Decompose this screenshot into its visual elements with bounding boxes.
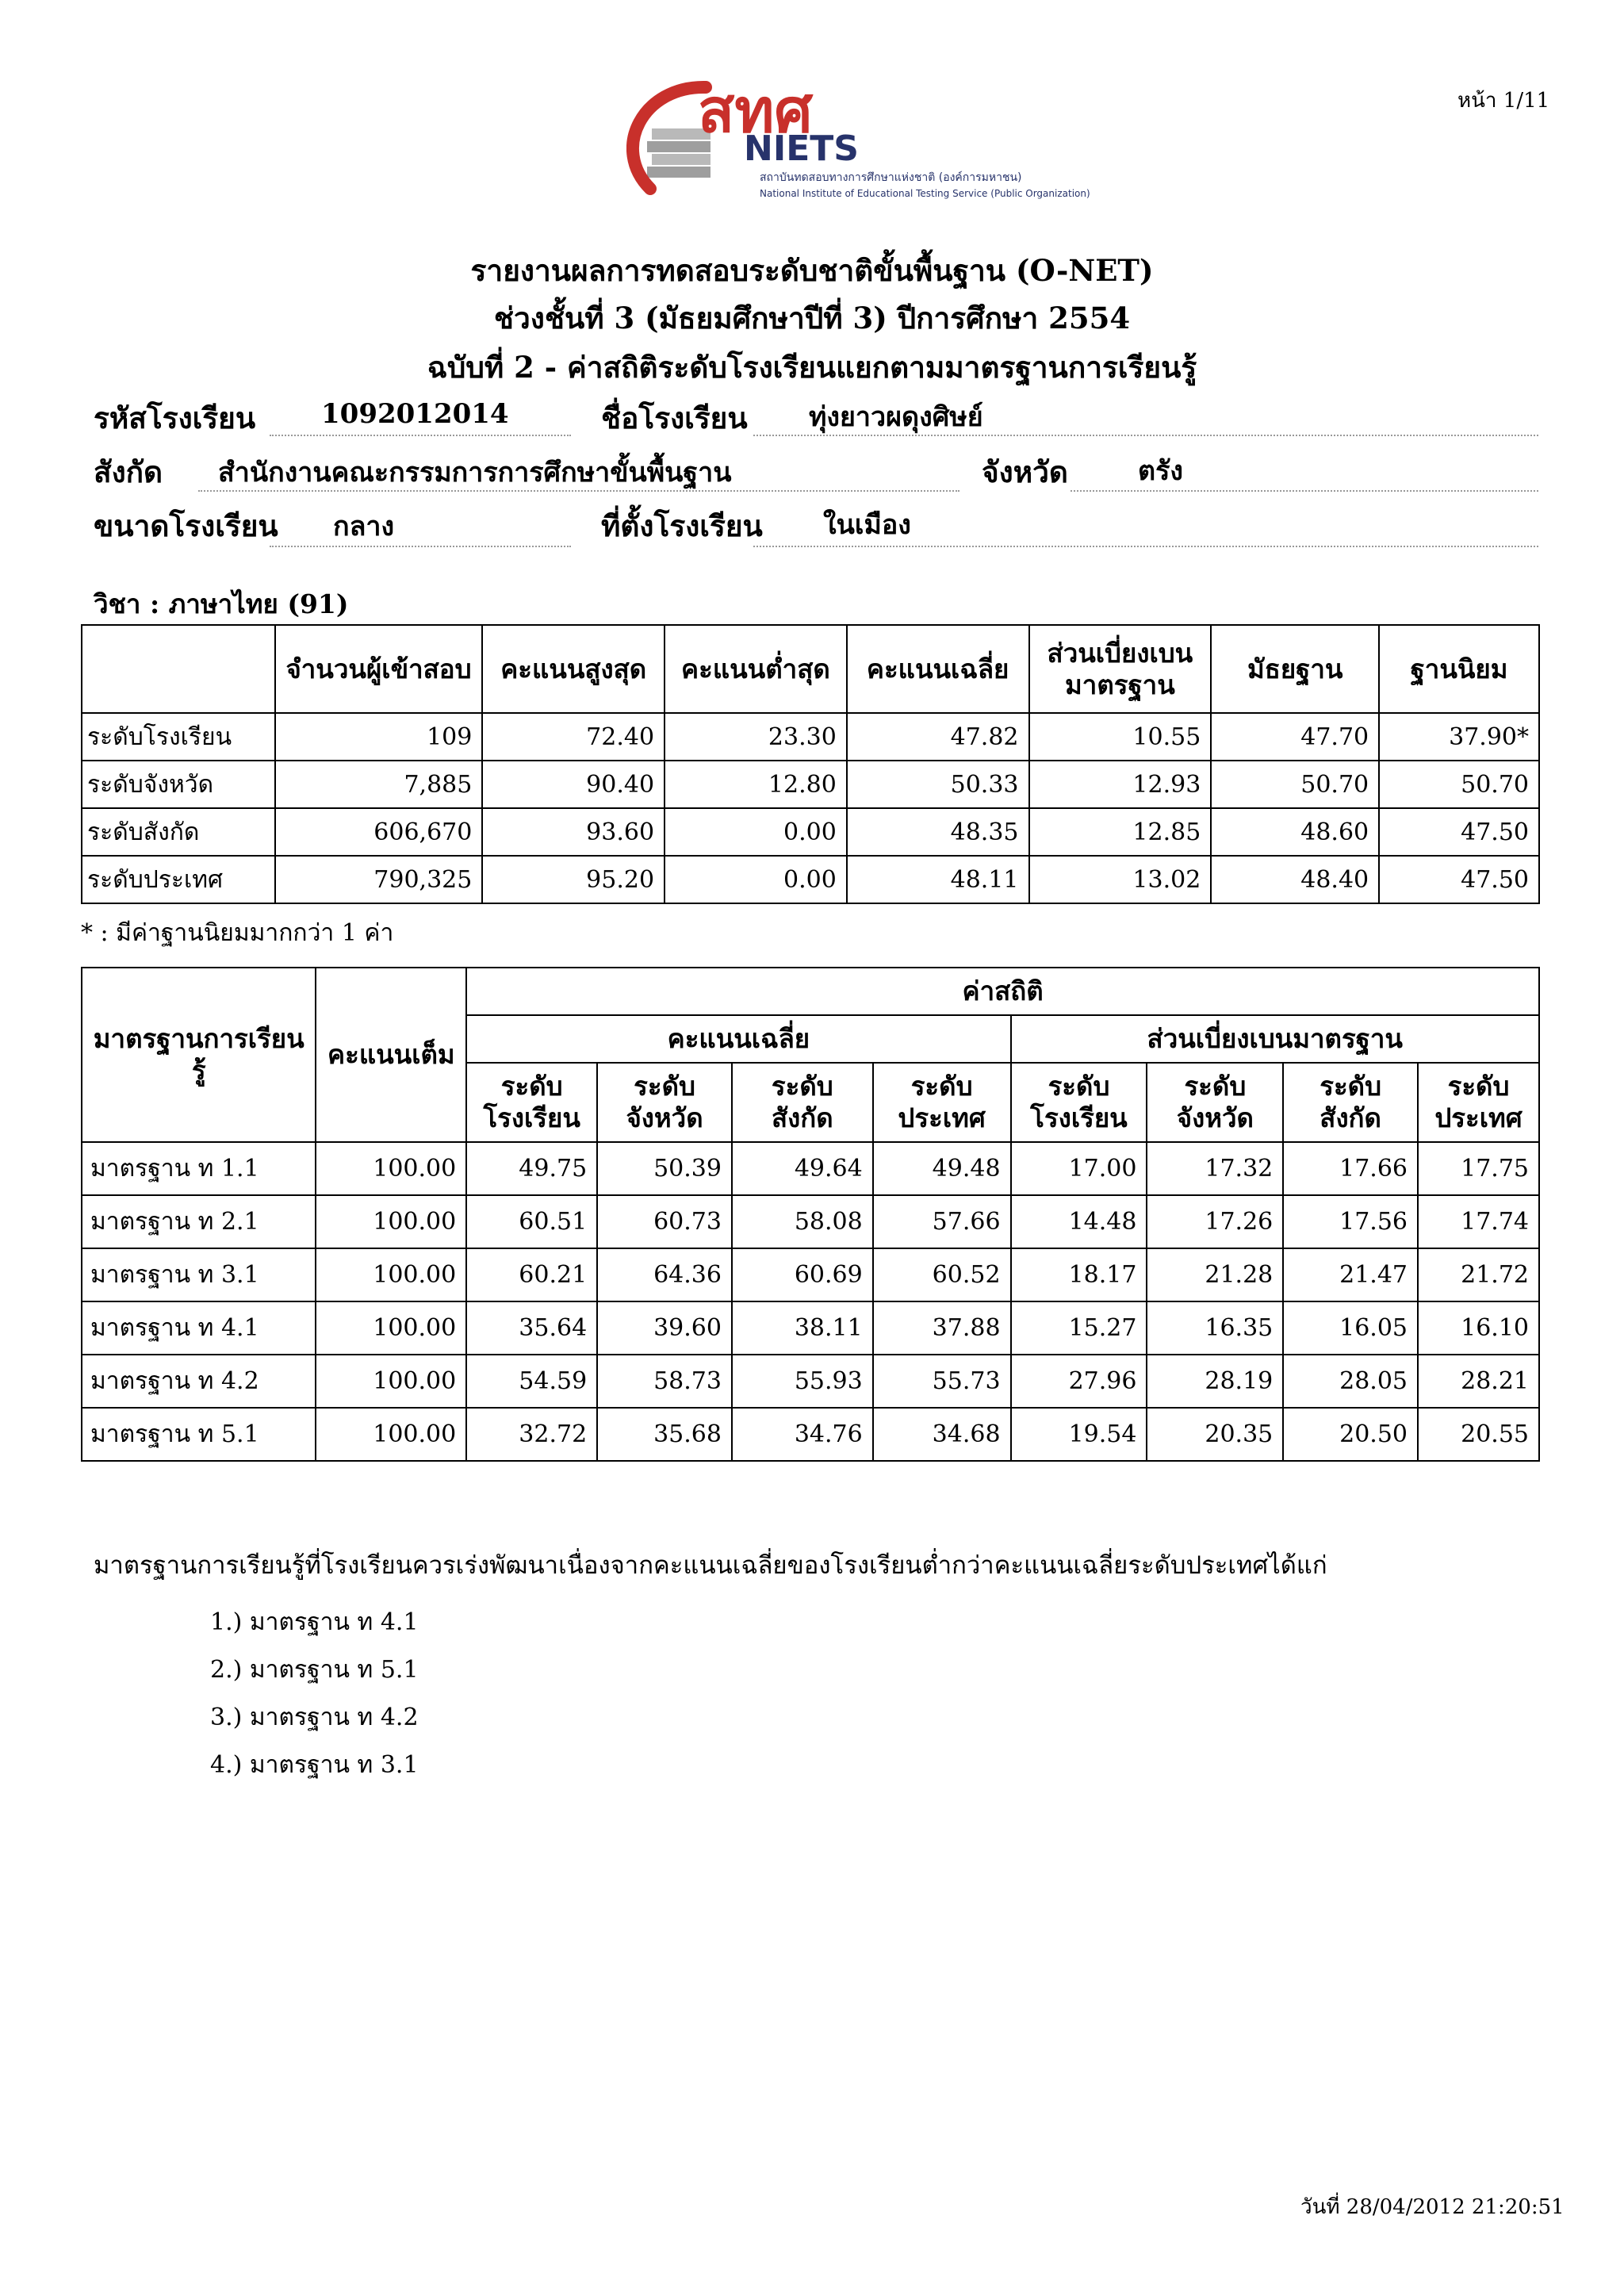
level-prefix: ระดับ xyxy=(1184,1071,1247,1102)
report-title: รายงานผลการทดสอบระดับชาติขั้นพื้นฐาน (O-NET) xyxy=(470,253,1154,288)
cell: 27.96 xyxy=(1011,1355,1147,1408)
cell: 100.00 xyxy=(316,1301,466,1355)
mode-footnote: * : มีค่าฐานนิยมมากกว่า 1 ค่า xyxy=(81,919,394,947)
cell: 13.02 xyxy=(1029,856,1212,903)
row-label: มาตรฐาน ท 2.1 xyxy=(82,1195,316,1248)
location-label: ที่ตั้งโรงเรียน xyxy=(601,508,763,543)
affiliation-value: สำนักงานคณะกรรมการการศึกษาขั้นพื้นฐาน xyxy=(218,457,732,489)
logo-thai-name: สถาบันทดสอบทางการศึกษาแห่งชาติ (องค์การมหาชน) xyxy=(760,171,1022,184)
dotted-line xyxy=(270,435,571,436)
cell: 16.10 xyxy=(1418,1301,1539,1355)
header-full-score: คะแนนเต็ม xyxy=(316,968,466,1142)
level-prefix: ระดับ xyxy=(1048,1071,1110,1102)
dotted-line xyxy=(753,435,1538,436)
cell: 60.73 xyxy=(597,1195,732,1248)
row-label: ระดับประเทศ xyxy=(82,856,275,903)
header-sd-line1: ส่วนเบี่ยงเบน xyxy=(1047,637,1193,669)
cell: 100.00 xyxy=(316,1195,466,1248)
province-label: จังหวัด xyxy=(982,454,1068,489)
cell: 7,885 xyxy=(275,761,483,808)
table-row xyxy=(82,856,1539,903)
cell: 0.00 xyxy=(665,856,847,903)
report-subtitle: ช่วงชั้นที่ 3 (มัธยมศึกษาปีที่ 3) ปีการศึกษา 2554 xyxy=(493,301,1131,335)
cell: 55.73 xyxy=(873,1355,1011,1408)
cell: 109 xyxy=(275,713,483,761)
cell: 50.70 xyxy=(1379,761,1539,808)
header-sd-group: ส่วนเบี่ยงเบนมาตรฐาน xyxy=(1011,1015,1539,1063)
summary-stats-table xyxy=(81,624,1540,904)
row-label: มาตรฐาน ท 5.1 xyxy=(82,1408,316,1461)
level-name: โรงเรียน xyxy=(483,1102,580,1133)
cell: 28.21 xyxy=(1418,1355,1539,1408)
cell: 35.64 xyxy=(466,1301,597,1355)
cell: 95.20 xyxy=(482,856,665,903)
cell: 47.50 xyxy=(1379,808,1539,856)
header-mode: ฐานนิยม xyxy=(1379,625,1539,713)
cell: 17.74 xyxy=(1418,1195,1539,1248)
dotted-line xyxy=(198,490,959,492)
header-level-affiliation xyxy=(732,1063,873,1142)
province-value: ตรัง xyxy=(1138,455,1183,487)
cell: 15.27 xyxy=(1011,1301,1147,1355)
advice-item: 3.) มาตรฐาน ท 4.2 xyxy=(210,1704,419,1731)
level-name: จังหวัด xyxy=(626,1102,703,1133)
cell: 17.56 xyxy=(1283,1195,1418,1248)
cell: 17.75 xyxy=(1418,1142,1539,1195)
level-name: ประเทศ xyxy=(898,1102,986,1133)
cell: 49.75 xyxy=(466,1142,597,1195)
table-row xyxy=(82,1248,1539,1301)
cell: 47.70 xyxy=(1211,713,1379,761)
row-label: มาตรฐาน ท 3.1 xyxy=(82,1248,316,1301)
cell: 28.19 xyxy=(1147,1355,1283,1408)
header-median: มัธยฐาน xyxy=(1211,625,1379,713)
header-mean-group: คะแนนเฉลี่ย xyxy=(466,1015,1010,1063)
cell: 49.48 xyxy=(873,1142,1011,1195)
header-examinees: จำนวนผู้เข้าสอบ xyxy=(275,625,483,713)
page-number: หน้า 1/11 xyxy=(1457,89,1550,113)
header-empty xyxy=(82,625,275,713)
cell: 100.00 xyxy=(316,1355,466,1408)
cell: 21.72 xyxy=(1418,1248,1539,1301)
table-row xyxy=(82,1355,1539,1408)
cell: 14.48 xyxy=(1011,1195,1147,1248)
header-level-school xyxy=(466,1063,597,1142)
header-level-affiliation xyxy=(1283,1063,1418,1142)
logo-eng-name: National Institute of Educational Testing Service (Public Organization) xyxy=(760,188,1090,199)
row-label: มาตรฐาน ท 1.1 xyxy=(82,1142,316,1195)
header-max: คะแนนสูงสุด xyxy=(482,625,665,713)
cell: 32.72 xyxy=(466,1408,597,1461)
advice-item: 2.) มาตรฐาน ท 5.1 xyxy=(210,1656,419,1684)
cell: 18.17 xyxy=(1011,1248,1147,1301)
school-name-value: ทุ่งยาวผดุงศิษย์ xyxy=(809,401,983,433)
cell: 50.33 xyxy=(847,761,1029,808)
cell: 38.11 xyxy=(732,1301,873,1355)
cell: 16.35 xyxy=(1147,1301,1283,1355)
level-prefix: ระดับ xyxy=(634,1071,695,1102)
cell: 60.51 xyxy=(466,1195,597,1248)
header-sd xyxy=(1029,625,1212,713)
level-name: โรงเรียน xyxy=(1030,1102,1128,1133)
cell: 57.66 xyxy=(873,1195,1011,1248)
cell: 100.00 xyxy=(316,1248,466,1301)
school-size-label: ขนาดโรงเรียน xyxy=(94,508,278,543)
cell: 28.05 xyxy=(1283,1355,1418,1408)
cell: 90.40 xyxy=(482,761,665,808)
table-header-row xyxy=(82,968,1539,1015)
table-row xyxy=(82,713,1539,761)
affiliation-label: สังกัด xyxy=(94,454,163,489)
report-edition: ฉบับที่ 2 - ค่าสถิติระดับโรงเรียนแยกตามมาตรฐานการเรียนรู้ xyxy=(427,350,1197,385)
cell: 58.08 xyxy=(732,1195,873,1248)
cell: 48.40 xyxy=(1211,856,1379,903)
cell: 54.59 xyxy=(466,1355,597,1408)
logo-thai-text: สทศ xyxy=(698,75,813,146)
cell: 19.54 xyxy=(1011,1408,1147,1461)
cell: 17.26 xyxy=(1147,1195,1283,1248)
advice-text: มาตรฐานการเรียนรู้ที่โรงเรียนควรเร่งพัฒนาเนื่องจากคะแนนเฉลี่ยของโรงเรียนต่ำกว่าคะแนนเฉลี่ยระดับประเทศได้แก่ xyxy=(94,1551,1327,1580)
cell: 100.00 xyxy=(316,1408,466,1461)
standards-table xyxy=(81,967,1540,1462)
cell: 37.88 xyxy=(873,1301,1011,1355)
cell: 48.60 xyxy=(1211,808,1379,856)
table-row xyxy=(82,1142,1539,1195)
cell: 50.39 xyxy=(597,1142,732,1195)
cell: 20.55 xyxy=(1418,1408,1539,1461)
location-value: ในเมือง xyxy=(823,509,911,541)
header-min: คะแนนต่ำสุด xyxy=(665,625,847,713)
cell: 21.47 xyxy=(1283,1248,1418,1301)
advice-item: 4.) มาตรฐาน ท 3.1 xyxy=(210,1751,419,1779)
table-row xyxy=(82,1301,1539,1355)
header-mean: คะแนนเฉลี่ย xyxy=(847,625,1029,713)
cell: 606,670 xyxy=(275,808,483,856)
header-standard: มาตรฐานการเรียนรู้ xyxy=(82,968,316,1142)
cell: 47.82 xyxy=(847,713,1029,761)
cell: 17.66 xyxy=(1283,1142,1418,1195)
cell: 10.55 xyxy=(1029,713,1212,761)
cell: 34.68 xyxy=(873,1408,1011,1461)
subject-heading: วิชา : ภาษาไทย (91) xyxy=(94,588,349,619)
level-prefix: ระดับ xyxy=(1320,1071,1382,1102)
cell: 37.90* xyxy=(1379,713,1539,761)
level-name: จังหวัด xyxy=(1176,1102,1254,1133)
cell: 0.00 xyxy=(665,808,847,856)
cell: 48.11 xyxy=(847,856,1029,903)
print-date: วันที่ 28/04/2012 21:20:51 xyxy=(1300,2195,1565,2219)
dotted-line xyxy=(753,546,1538,547)
row-label: ระดับสังกัด xyxy=(82,808,275,856)
school-name-label: ชื่อโรงเรียน xyxy=(601,401,748,435)
cell: 16.05 xyxy=(1283,1301,1418,1355)
cell: 17.00 xyxy=(1011,1142,1147,1195)
header-level-province xyxy=(597,1063,732,1142)
cell: 58.73 xyxy=(597,1355,732,1408)
table-row xyxy=(82,1195,1539,1248)
cell: 20.50 xyxy=(1283,1408,1418,1461)
table-header-row xyxy=(82,625,1539,713)
level-prefix: ระดับ xyxy=(1447,1071,1510,1102)
logo-abbr-text: NIETS xyxy=(744,128,859,169)
cell: 55.93 xyxy=(732,1355,873,1408)
cell: 12.93 xyxy=(1029,761,1212,808)
cell: 20.35 xyxy=(1147,1408,1283,1461)
cell: 50.70 xyxy=(1211,761,1379,808)
header-sd-line2: มาตรฐาน xyxy=(1065,669,1175,700)
header-level-country xyxy=(873,1063,1011,1142)
school-code-value: 1092012014 xyxy=(321,398,509,430)
dotted-line xyxy=(270,546,571,547)
cell: 60.52 xyxy=(873,1248,1011,1301)
header-level-province xyxy=(1147,1063,1283,1142)
level-prefix: ระดับ xyxy=(500,1071,563,1102)
header-level-school xyxy=(1011,1063,1147,1142)
level-prefix: ระดับ xyxy=(771,1071,833,1102)
cell: 35.68 xyxy=(597,1408,732,1461)
table-row xyxy=(82,761,1539,808)
level-name: สังกัด xyxy=(772,1102,833,1133)
level-prefix: ระดับ xyxy=(910,1071,973,1102)
cell: 12.85 xyxy=(1029,808,1212,856)
cell: 48.35 xyxy=(847,808,1029,856)
school-code-label: รหัสโรงเรียน xyxy=(94,401,256,435)
cell: 49.64 xyxy=(732,1142,873,1195)
row-label: ระดับโรงเรียน xyxy=(82,713,275,761)
dotted-line xyxy=(1071,490,1538,492)
row-label: มาตรฐาน ท 4.2 xyxy=(82,1355,316,1408)
table-row xyxy=(82,1408,1539,1461)
level-name: สังกัด xyxy=(1320,1102,1381,1133)
cell: 60.21 xyxy=(466,1248,597,1301)
cell: 64.36 xyxy=(597,1248,732,1301)
niets-logo xyxy=(626,70,1118,213)
row-label: มาตรฐาน ท 4.1 xyxy=(82,1301,316,1355)
school-size-value: กลาง xyxy=(333,511,395,542)
cell: 12.80 xyxy=(665,761,847,808)
cell: 47.50 xyxy=(1379,856,1539,903)
level-name: ประเทศ xyxy=(1434,1102,1522,1133)
cell: 34.76 xyxy=(732,1408,873,1461)
cell: 21.28 xyxy=(1147,1248,1283,1301)
cell: 17.32 xyxy=(1147,1142,1283,1195)
cell: 23.30 xyxy=(665,713,847,761)
cell: 39.60 xyxy=(597,1301,732,1355)
row-label: ระดับจังหวัด xyxy=(82,761,275,808)
table-row xyxy=(82,808,1539,856)
cell: 100.00 xyxy=(316,1142,466,1195)
header-level-country xyxy=(1418,1063,1539,1142)
cell: 60.69 xyxy=(732,1248,873,1301)
header-stats: ค่าสถิติ xyxy=(466,968,1539,1015)
advice-item: 1.) มาตรฐาน ท 4.1 xyxy=(210,1608,419,1636)
cell: 93.60 xyxy=(482,808,665,856)
cell: 790,325 xyxy=(275,856,483,903)
cell: 72.40 xyxy=(482,713,665,761)
